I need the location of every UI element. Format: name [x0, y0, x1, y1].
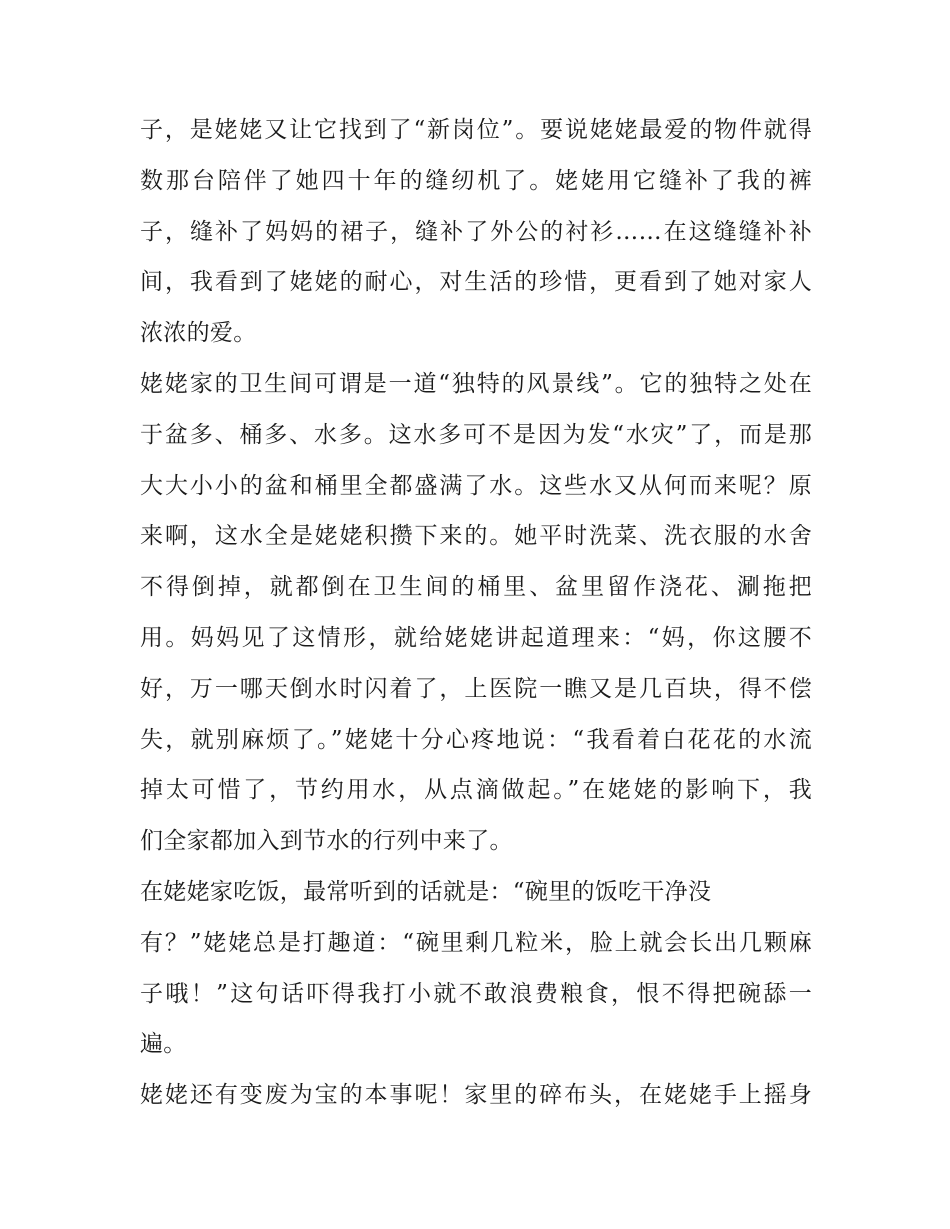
text-line: 子哦！”这句话吓得我打小就不敢浪费粮食，恨不得把碗舔一	[140, 980, 812, 1007]
text-line: 在姥姥家吃饭，最常听到的话就是：“碗里的饭吃干净没	[140, 878, 712, 905]
text-line: 姥姥家的卫生间可谓是一道“独特的风景线”。它的独特之处在	[140, 370, 812, 397]
text-line: 用。妈妈见了这情形，就给姥姥讲起道理来：“妈，你这腰不	[140, 624, 812, 651]
text-line: 数那台陪伴了她四十年的缝纫机了。姥姥用它缝补了我的裤	[140, 167, 812, 194]
text-line: 好，万一哪天倒水时闪着了，上医院一瞧又是几百块，得不偿	[140, 675, 812, 702]
text-line: 大大小小的盆和桶里全都盛满了水。这些水又从何而来呢？原	[140, 472, 812, 499]
text-line: 们全家都加入到节水的行列中来了。	[140, 828, 513, 855]
text-line: 掉太可惜了，节约用水，从点滴做起。”在姥姥的影响下，我	[140, 777, 812, 804]
text-line: 于盆多、桶多、水多。这水多可不是因为发“水灾”了，而是那	[140, 421, 812, 448]
text-line: 有？”姥姥总是打趣道：“碗里剩几粒米，脸上就会长出几颗麻	[140, 929, 812, 956]
text-line: 子，是姥姥又让它找到了“新岗位”。要说姥姥最爱的物件就得	[140, 117, 812, 143]
text-line: 浓浓的爱。	[140, 320, 257, 347]
text-line: 姥姥还有变废为宝的本事呢！家里的碎布头，在姥姥手上摇身	[140, 1082, 812, 1109]
text-line: 间，我看到了姥姥的耐心，对生活的珍惜，更看到了她对家人	[140, 269, 812, 296]
text-line: 不得倒掉，就都倒在卫生间的桶里、盆里留作浇花、涮拖把	[140, 574, 812, 601]
text-line: 遍。	[140, 1031, 187, 1058]
text-line: 来啊，这水全是姥姥积攒下来的。她平时洗菜、洗衣服的水舍	[140, 523, 812, 550]
text-line: 子，缝补了妈妈的裙子，缝补了外公的衬衫……在这缝缝补补	[140, 218, 812, 245]
body-text	[140, 105, 812, 1121]
text-line: 失，就别麻烦了。”姥姥十分心疼地说：“我看着白花花的水流	[140, 726, 812, 753]
